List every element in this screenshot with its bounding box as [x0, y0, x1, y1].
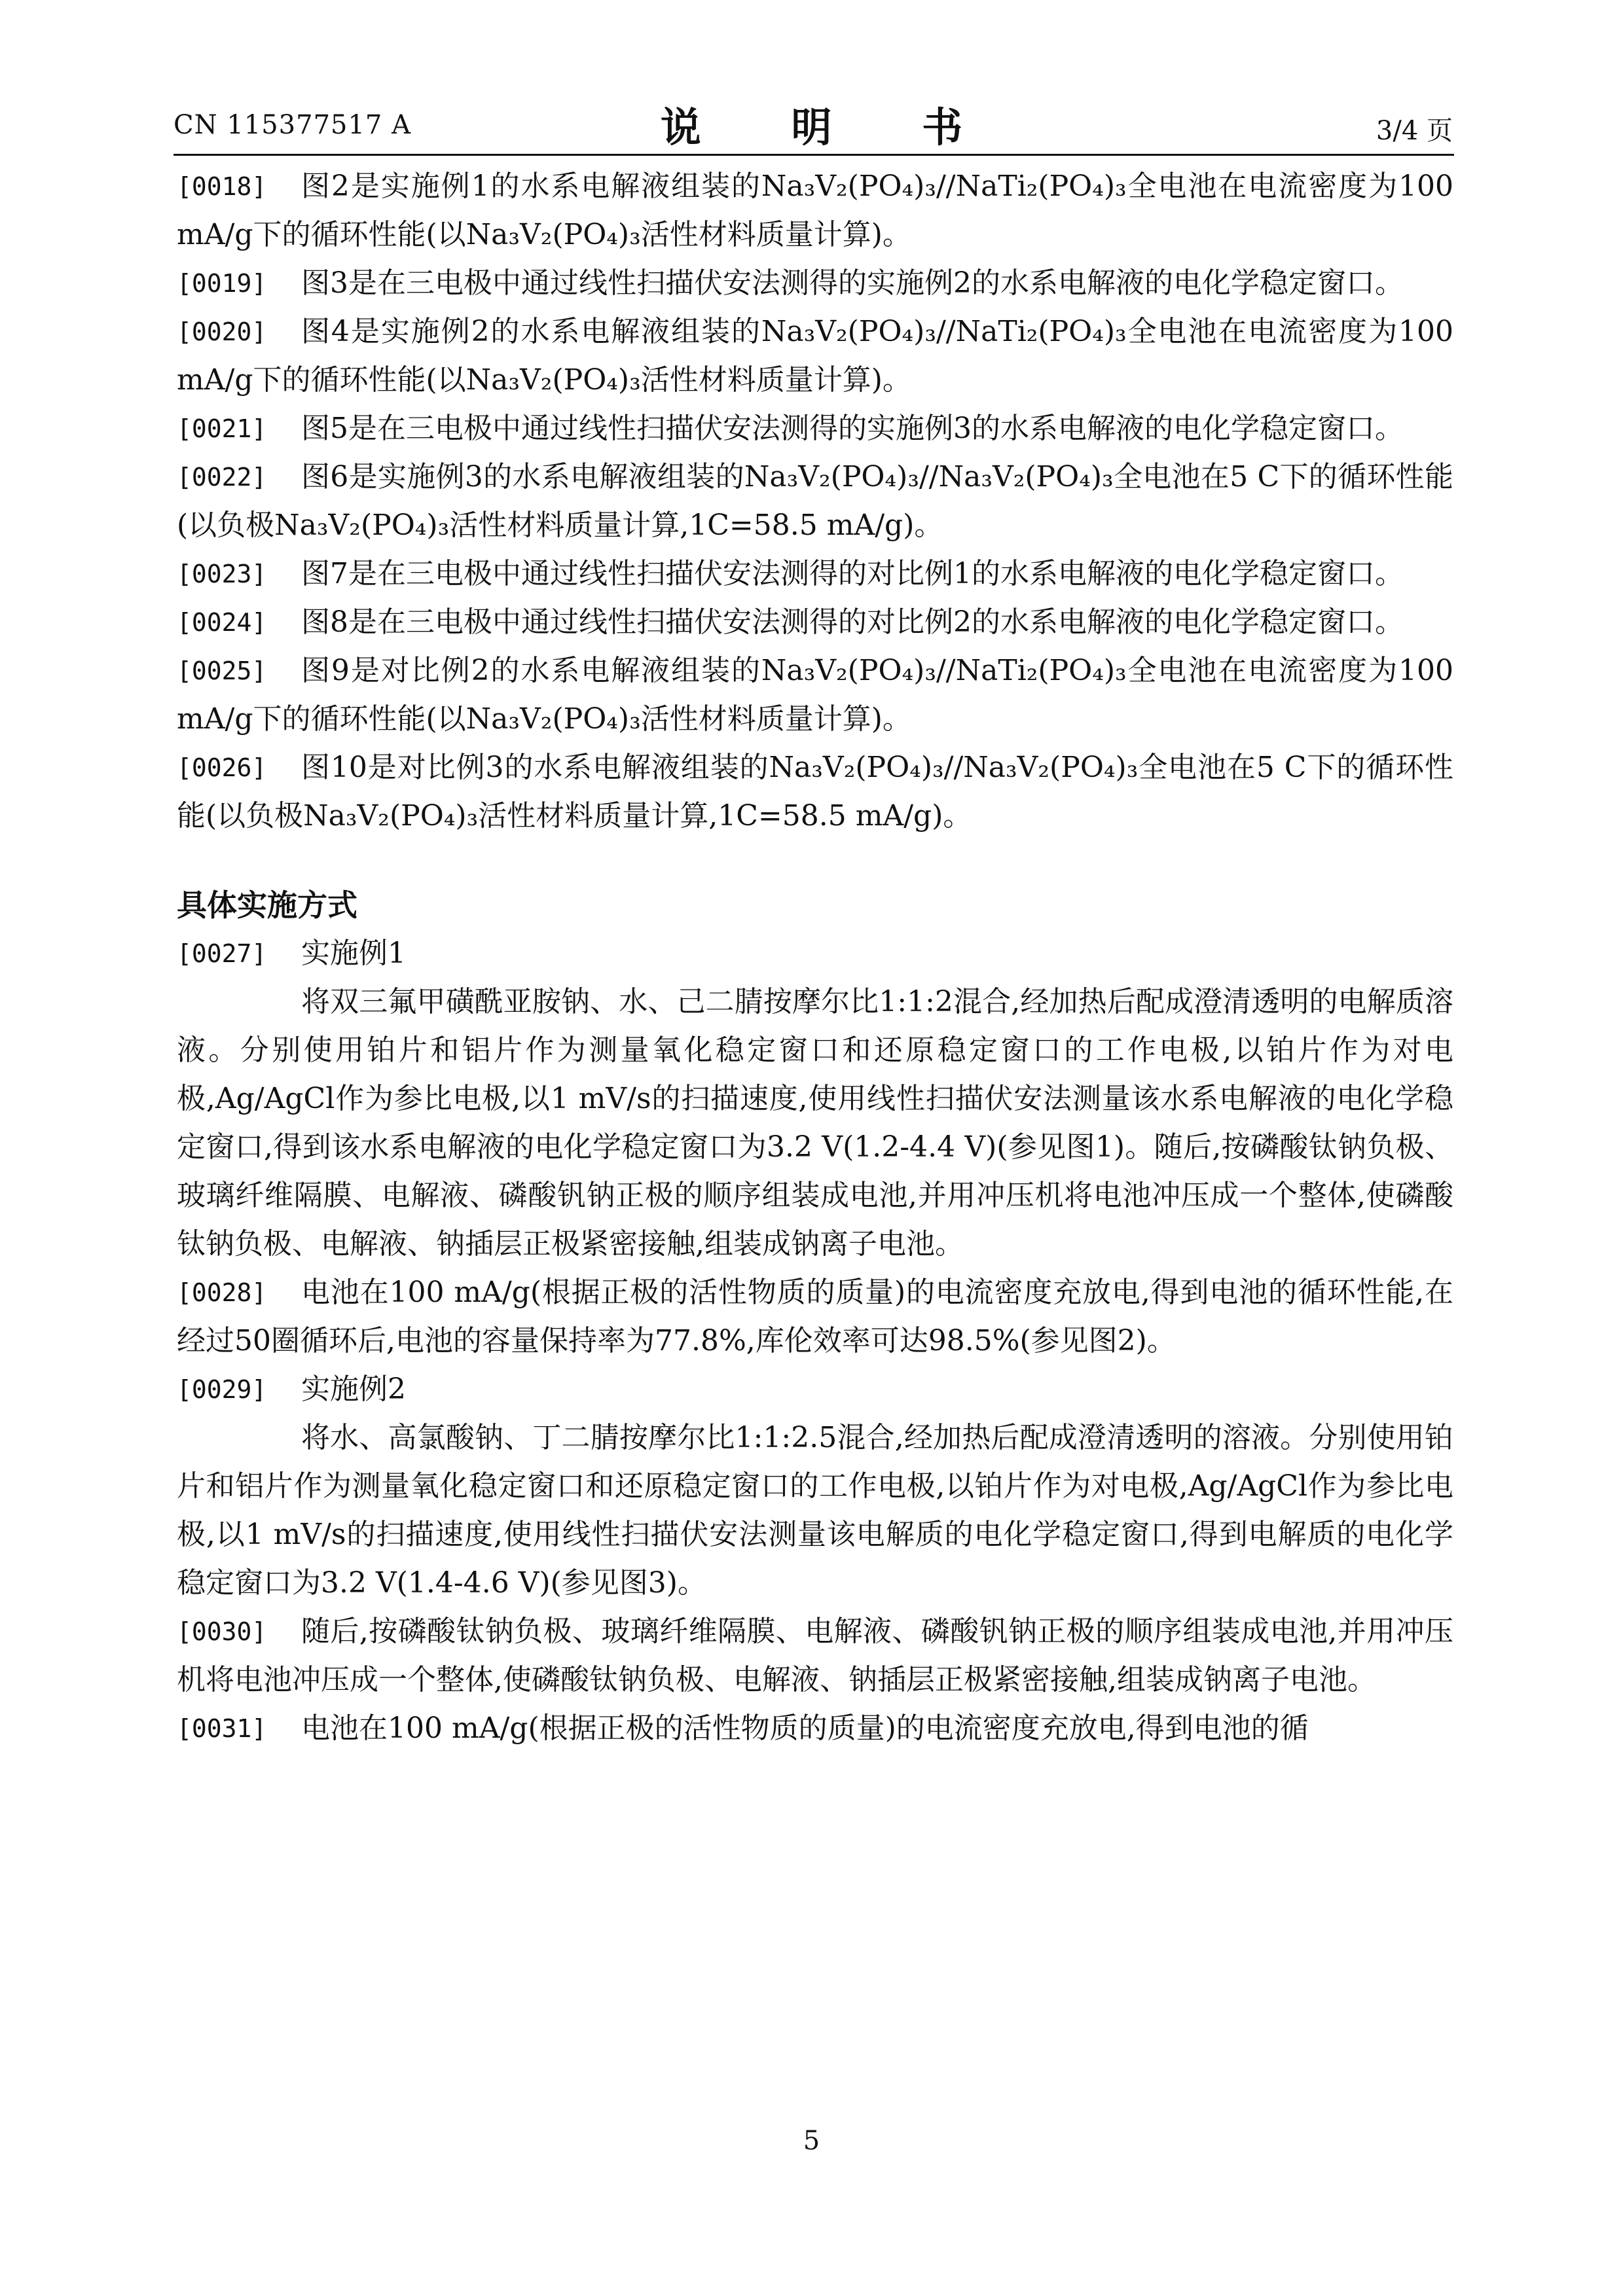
paragraph-text: 图6是实施例3的水系电解液组装的Na₃V₂(PO₄)₃//Na₃V₂(PO₄)₃全电池在5 C下的循环性能(以负极Na₃V₂(PO₄)₃活性材料质量计算,1C=58.5 mA/g)。: [177, 460, 1453, 542]
paragraph-number: [0022]: [177, 463, 267, 492]
paragraph-number: [0030]: [177, 1617, 267, 1646]
page-header: [0, 0, 1623, 157]
paragraph-text: 将水、高氯酸钠、丁二腈按摩尔比1:1:2.5混合,经加热后配成澄清透明的溶液。分别使用铂片和铝片作为测量氧化稳定窗口和还原稳定窗口的工作电极,以铂片作为对电极,Ag/AgCl作为参比电极,以1 mV/s的扫描速度,使用线性扫描伏安法测量该电解质的电化学稳定窗口,得到电解质的电化学稳定窗口为3.2 V(1.4-4.6 V)(参见图3)。: [177, 1421, 1453, 1600]
paragraph-number: [0020]: [177, 317, 267, 346]
paragraph-0025: [177, 647, 1453, 744]
document-title: 说 明 书: [660, 103, 1001, 151]
paragraph-text: 图2是实施例1的水系电解液组装的Na₃V₂(PO₄)₃//NaTi₂(PO₄)₃全电池在电流密度为100 mA/g下的循环性能(以Na₃V₂(PO₄)₃活性材料质量计算)。: [177, 170, 1453, 251]
paragraph-text: 电池在100 mA/g(根据正极的活性物质的质量)的电流密度充放电,得到电池的循环性能,在经过50圈循环后,电池的容量保持率为77.8%,库伦效率可达98.5%(参见图2)。: [177, 1276, 1453, 1357]
paragraph-number: [0031]: [177, 1714, 267, 1743]
paragraph-number: [0025]: [177, 656, 267, 685]
paragraph-0026: [177, 744, 1453, 840]
document-body: [177, 162, 1453, 1753]
patent-number: CN 115377517 A: [173, 110, 411, 140]
paragraph-0029: [177, 1365, 1453, 1414]
example-heading: 实施例2: [301, 1372, 406, 1406]
paragraph-0018: [177, 162, 1453, 259]
paragraph-text: 随后,按磷酸钛钠负极、玻璃纤维隔膜、电解液、磷酸钒钠正极的顺序组装成电池,并用冲压机将电池冲压成一个整体,使磷酸钛钠负极、电解液、钠插层正极紧密接触,组装成钠离子电池。: [177, 1615, 1453, 1696]
paragraph-example2-body: [177, 1414, 1453, 1607]
paragraph-text: 图8是在三电极中通过线性扫描伏安法测得的对比例2的水系电解液的电化学稳定窗口。: [301, 605, 1404, 639]
paragraph-0021: [177, 404, 1453, 453]
paragraph-0022: [177, 453, 1453, 550]
paragraph-text: 图5是在三电极中通过线性扫描伏安法测得的实施例3的水系电解液的电化学稳定窗口。: [301, 412, 1404, 445]
paragraph-text: 图3是在三电极中通过线性扫描伏安法测得的实施例2的水系电解液的电化学稳定窗口。: [301, 266, 1404, 300]
paragraph-0027: [177, 929, 1453, 978]
paragraph-0031: [177, 1704, 1453, 1753]
paragraph-0020: [177, 308, 1453, 404]
paragraph-0030: [177, 1607, 1453, 1704]
paragraph-number: [0028]: [177, 1278, 267, 1307]
paragraph-number: [0021]: [177, 414, 267, 443]
paragraph-0028: [177, 1268, 1453, 1365]
paragraph-example1-body: [177, 978, 1453, 1268]
paragraph-number: [0024]: [177, 608, 267, 637]
paragraph-number: [0023]: [177, 560, 267, 588]
paragraph-text: 图9是对比例2的水系电解液组装的Na₃V₂(PO₄)₃//NaTi₂(PO₄)₃全电池在电流密度为100 mA/g下的循环性能(以Na₃V₂(PO₄)₃活性材料质量计算)。: [177, 654, 1453, 736]
page-number: 5: [803, 2126, 820, 2156]
paragraph-number: [0019]: [177, 269, 267, 298]
paragraph-text: 电池在100 mA/g(根据正极的活性物质的质量)的电流密度充放电,得到电池的循: [301, 1712, 1309, 1745]
paragraph-text: 将双三氟甲磺酰亚胺钠、水、己二腈按摩尔比1:1:2混合,经加热后配成澄清透明的电解质溶液。分别使用铂片和铝片作为测量氧化稳定窗口和还原稳定窗口的工作电极,以铂片作为对电极,Ag/AgCl作为参比电极,以1 mV/s的扫描速度,使用线性扫描伏安法测量该水系电解液的电化学稳定窗口,得到该水系电解液的电化学稳定窗口为3.2 V(1.2-4.4 V)(参见图1)。随后,按磷酸钛钠负极、玻璃纤维隔膜、电解液、磷酸钒钠正极的顺序组装成电池,并用冲压机将电池冲压成一个整体,使磷酸钛钠负极、电解液、钠插层正极紧密接触,组装成钠离子电池。: [177, 985, 1453, 1261]
section-heading: 具体实施方式: [177, 888, 357, 923]
paragraph-text: 图7是在三电极中通过线性扫描伏安法测得的对比例1的水系电解液的电化学稳定窗口。: [301, 557, 1404, 590]
paragraph-number: [0026]: [177, 753, 267, 782]
paragraph-0023: [177, 550, 1453, 598]
paragraph-0019: [177, 259, 1453, 308]
paragraph-number: [0027]: [177, 939, 267, 968]
page-counter: 3/4 页: [1376, 116, 1453, 146]
paragraph-text: 图4是实施例2的水系电解液组装的Na₃V₂(PO₄)₃//NaTi₂(PO₄)₃全电池在电流密度为100 mA/g下的循环性能(以Na₃V₂(PO₄)₃活性材料质量计算)。: [177, 315, 1453, 397]
paragraph-number: [0018]: [177, 172, 267, 201]
paragraph-number: [0029]: [177, 1375, 267, 1404]
header-divider: [173, 154, 1454, 156]
paragraph-text: 图10是对比例3的水系电解液组装的Na₃V₂(PO₄)₃//Na₃V₂(PO₄)₃全电池在5 C下的循环性能(以负极Na₃V₂(PO₄)₃活性材料质量计算,1C=58.5 mA/g)。: [177, 751, 1453, 833]
paragraph-0024: [177, 598, 1453, 647]
example-heading: 实施例1: [301, 937, 406, 970]
